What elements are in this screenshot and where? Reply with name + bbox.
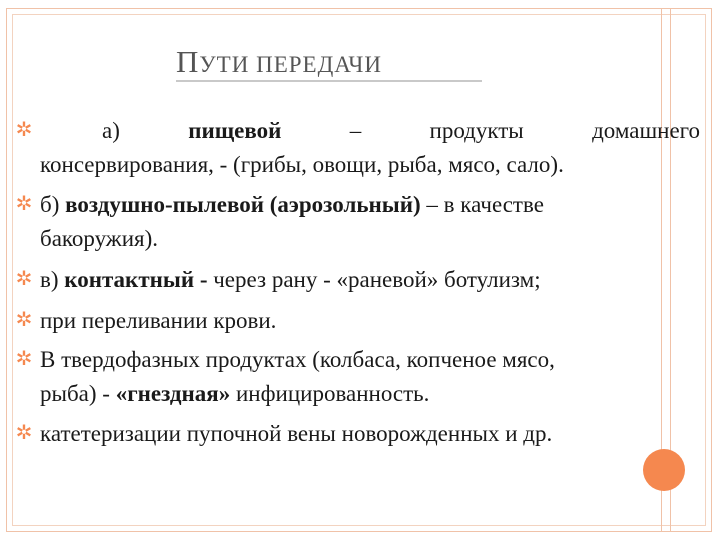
sun-bullet-icon: ✲ xyxy=(15,117,33,141)
item-dash: – xyxy=(349,118,362,143)
sun-bullet-icon: ✲ xyxy=(15,420,33,444)
item-prefix: рыба) - xyxy=(40,381,116,406)
item-text: консервирования, - (грибы, овощи, рыба, мясо, сало). xyxy=(40,152,564,177)
sun-bullet-icon: ✲ xyxy=(15,191,33,215)
sun-bullet-icon: ✲ xyxy=(15,346,33,370)
list-item xyxy=(40,415,700,452)
item-text: В твердофазных продуктах (колбаса, копченое мясо, xyxy=(40,347,555,372)
item-text: через рану - «раневой» ботулизм; xyxy=(213,267,541,292)
slide-title-rest: УТИ ПЕРЕДАЧИ xyxy=(199,52,382,77)
item-prefix: в) xyxy=(40,267,65,292)
item-text: катетеризации пупочной вены новорожденных и др. xyxy=(40,421,553,446)
item-bold-term: воздушно-пылевой (аэрозольный) xyxy=(65,192,421,217)
slide-title-initial: П xyxy=(176,44,200,79)
list-item-continuation xyxy=(40,146,700,183)
item-text: инфицированность. xyxy=(230,381,430,406)
title-underline xyxy=(176,80,482,82)
list-item xyxy=(40,186,700,223)
list-item-continuation xyxy=(40,375,700,412)
item-text: бакоружия). xyxy=(40,226,158,251)
item-bold-term: «гнездная» xyxy=(115,381,231,406)
item-text: – в качестве xyxy=(420,192,544,217)
item-bold-term: пищевой xyxy=(188,118,282,143)
list-item xyxy=(40,302,700,339)
item-prefix: а) xyxy=(102,118,120,143)
sun-bullet-icon: ✲ xyxy=(15,307,33,331)
list-item-continuation xyxy=(40,220,700,257)
list-item xyxy=(40,341,700,378)
item-prefix: б) xyxy=(40,192,66,217)
item-bold-term: контактный - xyxy=(64,267,214,292)
item-text: при переливании крови. xyxy=(40,308,277,333)
item-word: домашнего xyxy=(592,118,701,143)
decorative-orange-circle xyxy=(643,449,685,491)
list-item xyxy=(40,261,700,298)
sun-bullet-icon: ✲ xyxy=(15,266,33,290)
item-word: продукты xyxy=(429,118,524,143)
slide-title xyxy=(176,44,596,80)
list-item xyxy=(40,112,700,149)
